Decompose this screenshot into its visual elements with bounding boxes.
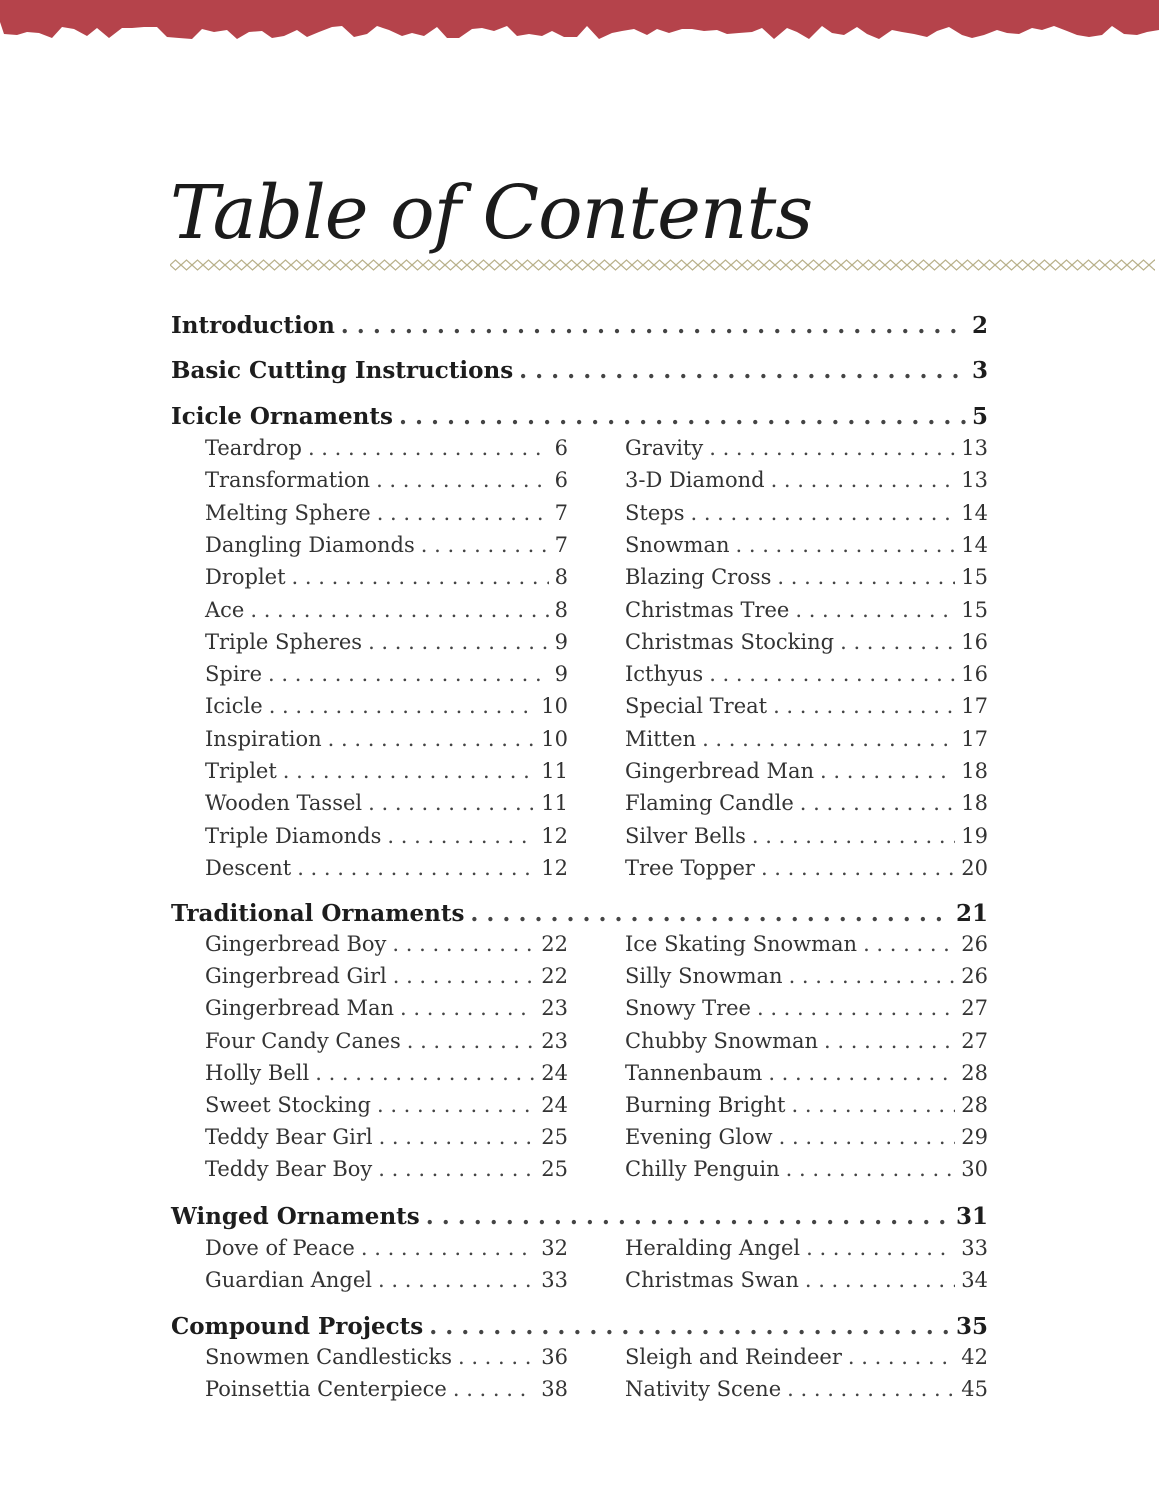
toc-entry-row[interactable]	[625, 964, 988, 988]
entry-page-number: 45	[961, 1377, 988, 1402]
entry-page-number: 8	[554, 597, 568, 622]
entry-page-number: 11	[541, 759, 568, 783]
entry-title: Triple Spheres	[205, 629, 363, 654]
entry-title: Sweet Stocking	[205, 1093, 371, 1117]
toc-entry-row[interactable]	[205, 598, 568, 622]
toc-entry-row[interactable]	[205, 1268, 568, 1292]
entry-page-number: 7	[554, 500, 568, 525]
toc-entry-row[interactable]	[625, 1345, 988, 1369]
section-page-number: 5	[971, 403, 988, 430]
entry-page-number: 27	[961, 996, 988, 1021]
entry-title: Snowman	[625, 532, 730, 557]
entry-page-number: 28	[961, 1060, 988, 1085]
dot-leader	[378, 1157, 535, 1181]
entry-page-number: 38	[541, 1377, 568, 1402]
dot-leader	[806, 1236, 955, 1260]
entry-title: Holly Bell	[205, 1060, 310, 1085]
entry-page-number: 15	[961, 565, 988, 590]
entry-title: Christmas Tree	[625, 597, 790, 622]
entry-page-number: 36	[541, 1345, 568, 1369]
entry-title: Transformation	[205, 468, 371, 493]
toc-entry-row[interactable]	[625, 436, 988, 460]
dot-leader	[690, 501, 955, 525]
entry-page-number: 26	[961, 964, 988, 989]
dot-leader	[795, 598, 955, 622]
toc-entry-row[interactable]	[625, 630, 988, 654]
dot-leader	[377, 501, 549, 525]
toc-entry-row[interactable]	[205, 1236, 568, 1260]
dot-leader	[376, 468, 549, 492]
dot-leader	[283, 759, 535, 783]
dot-leader	[470, 900, 950, 927]
toc-entry-row[interactable]	[625, 1093, 988, 1117]
entry-page-number: 13	[961, 436, 988, 460]
dot-leader	[392, 932, 535, 956]
section-title: Compound Projects	[171, 1313, 424, 1340]
toc-section-row[interactable]	[171, 403, 988, 430]
entry-page-number: 19	[961, 823, 988, 848]
toc-entry-row[interactable]	[205, 996, 568, 1020]
dot-leader	[709, 662, 955, 686]
dot-leader	[752, 824, 955, 848]
dot-leader	[387, 824, 535, 848]
toc-entry-row[interactable]	[625, 565, 988, 589]
entry-page-number: 16	[961, 629, 988, 654]
dot-leader	[800, 791, 955, 815]
entry-title: Chubby Snowman	[625, 1028, 819, 1053]
entry-page-number: 23	[541, 996, 568, 1021]
toc-entry-row[interactable]	[625, 996, 988, 1020]
dot-leader	[268, 662, 549, 686]
section-page-number: 35	[955, 1313, 988, 1340]
entry-title: Icicle	[205, 694, 263, 719]
toc-section-row[interactable]	[171, 357, 988, 384]
entry-title: Nativity Scene	[625, 1377, 782, 1402]
toc-entry-row[interactable]	[625, 759, 988, 783]
toc-entry-row[interactable]	[205, 533, 568, 557]
toc-entry-row[interactable]	[205, 791, 568, 815]
dot-leader	[292, 565, 549, 589]
dot-leader	[429, 1313, 950, 1340]
entry-page-number: 6	[554, 468, 568, 493]
entry-title: Christmas Stocking	[625, 629, 835, 654]
section-page-number: 31	[955, 1203, 988, 1230]
entry-page-number: 11	[541, 791, 568, 816]
title-decorative-border	[170, 258, 1155, 272]
toc-entry-row[interactable]	[205, 1157, 568, 1181]
entry-page-number: 30	[961, 1157, 988, 1182]
dot-leader	[786, 1157, 956, 1181]
toc-entry-row[interactable]	[205, 565, 568, 589]
section-title: Basic Cutting Instructions	[171, 357, 514, 384]
dot-leader	[315, 1061, 535, 1085]
dot-leader	[779, 1125, 956, 1149]
entry-title: Evening Glow	[625, 1125, 773, 1150]
dot-leader	[791, 1093, 955, 1117]
section-title: Icicle Ornaments	[171, 403, 393, 430]
toc-entry-row[interactable]	[625, 468, 988, 492]
toc-entry-row[interactable]	[625, 727, 988, 751]
toc-entry-row[interactable]	[625, 1157, 988, 1181]
toc-entry-row[interactable]	[625, 791, 988, 815]
page-title: Table of Contents	[170, 170, 813, 256]
toc-entry-row[interactable]	[205, 501, 568, 525]
entry-title: Gingerbread Boy	[205, 932, 387, 956]
dot-leader	[250, 598, 548, 622]
entry-page-number: 27	[961, 1028, 988, 1053]
entry-page-number: 33	[961, 1236, 988, 1260]
entry-page-number: 7	[554, 532, 568, 557]
entry-page-number: 42	[961, 1345, 988, 1369]
dot-leader	[777, 565, 955, 589]
toc-entry-row[interactable]	[205, 964, 568, 988]
dot-leader	[308, 436, 549, 460]
entry-title: Christmas Swan	[625, 1268, 799, 1293]
dot-leader	[863, 932, 955, 956]
dot-leader	[820, 759, 955, 783]
entry-title: Dove of Peace	[205, 1236, 355, 1260]
toc-entry-row[interactable]	[205, 1093, 568, 1117]
entry-title: Inspiration	[205, 726, 322, 751]
entry-title: Wooden Tassel	[205, 791, 363, 816]
entry-page-number: 33	[541, 1268, 568, 1293]
entry-title: Triplet	[205, 759, 277, 783]
dot-leader	[736, 533, 956, 557]
dot-leader	[361, 1236, 535, 1260]
entry-page-number: 6	[554, 436, 568, 460]
dot-leader	[426, 1203, 950, 1230]
entry-page-number: 22	[541, 932, 568, 956]
toc-entry-row[interactable]	[205, 824, 568, 848]
dot-leader	[805, 1268, 955, 1292]
entry-page-number: 16	[961, 662, 988, 687]
entry-page-number: 20	[961, 855, 988, 880]
toc-entry-row[interactable]	[625, 1236, 988, 1260]
toc-entry-row[interactable]	[205, 468, 568, 492]
toc-entry-row[interactable]	[205, 1061, 568, 1085]
entry-page-number: 17	[961, 694, 988, 719]
entry-page-number: 24	[541, 1060, 568, 1085]
toc-section-row[interactable]	[171, 1313, 988, 1340]
entry-page-number: 9	[554, 629, 568, 654]
toc-entry-row[interactable]	[205, 694, 568, 718]
entry-page-number: 22	[541, 964, 568, 989]
entry-page-number: 23	[541, 1028, 568, 1053]
dot-leader	[709, 436, 955, 460]
entry-title: Four Candy Canes	[205, 1028, 401, 1053]
toc-section-row[interactable]	[171, 1203, 988, 1230]
dot-leader	[393, 964, 536, 988]
dot-leader	[328, 727, 536, 751]
entry-title: Snowmen Candlesticks	[205, 1345, 452, 1369]
entry-page-number: 8	[554, 565, 568, 590]
top-brush-band	[0, 0, 1159, 44]
entry-page-number: 12	[541, 823, 568, 848]
entry-page-number: 17	[961, 726, 988, 751]
entry-page-number: 12	[541, 855, 568, 880]
entry-page-number: 15	[961, 597, 988, 622]
toc-entry-row[interactable]	[625, 856, 988, 880]
section-title: Winged Ornaments	[171, 1203, 420, 1230]
entry-title: Snowy Tree	[625, 996, 751, 1021]
entry-page-number: 13	[961, 468, 988, 493]
entry-title: Gravity	[625, 436, 704, 460]
entry-title: Guardian Angel	[205, 1268, 373, 1293]
entry-page-number: 25	[541, 1125, 568, 1150]
entry-title: Silly Snowman	[625, 964, 783, 989]
section-page-number: 3	[971, 357, 988, 384]
toc-entry-row[interactable]	[625, 598, 988, 622]
dot-leader	[378, 1268, 535, 1292]
toc-entry-row[interactable]	[205, 727, 568, 751]
dot-leader	[269, 694, 536, 718]
entry-page-number: 10	[541, 694, 568, 719]
entry-title: Blazing Cross	[625, 565, 772, 590]
entry-title: Tannenbaum	[625, 1060, 763, 1085]
toc-entry-row[interactable]	[205, 759, 568, 783]
entry-page-number: 24	[541, 1093, 568, 1117]
toc-section-row[interactable]	[171, 900, 988, 927]
dot-leader	[453, 1377, 535, 1401]
toc-entry-row[interactable]	[625, 662, 988, 686]
dot-leader	[757, 996, 955, 1020]
entry-title: Special Treat	[625, 694, 768, 719]
section-title: Traditional Ornaments	[171, 900, 465, 927]
toc-entry-row[interactable]	[625, 1061, 988, 1085]
dot-leader	[519, 357, 966, 384]
entry-title: Melting Sphere	[205, 500, 371, 525]
dot-leader	[368, 630, 549, 654]
toc-entry-row[interactable]	[625, 533, 988, 557]
dot-leader	[824, 1029, 955, 1053]
entry-title: Spire	[205, 662, 263, 687]
dot-leader	[702, 727, 955, 751]
section-title: Introduction	[171, 312, 335, 339]
entry-page-number: 14	[961, 500, 988, 525]
dot-leader	[400, 996, 535, 1020]
entry-title: Burning Bright	[625, 1093, 786, 1117]
toc-section-row[interactable]	[171, 312, 988, 339]
entry-title: Silver Bells	[625, 823, 746, 848]
dot-leader	[399, 403, 966, 430]
dot-leader	[421, 533, 549, 557]
dot-leader	[379, 1125, 536, 1149]
entry-title: Descent	[205, 855, 292, 880]
toc-entry-row[interactable]	[205, 1029, 568, 1053]
entry-title: Icthyus	[625, 662, 704, 687]
toc-entry-row[interactable]	[625, 694, 988, 718]
entry-title: Gingerbread Man	[625, 759, 815, 783]
dot-leader	[341, 312, 966, 339]
entry-page-number: 34	[961, 1268, 988, 1293]
entry-page-number: 10	[541, 726, 568, 751]
entry-title: Sleigh and Reindeer	[625, 1345, 842, 1369]
entry-title: Ice Skating Snowman	[625, 932, 858, 956]
entry-title: Gingerbread Man	[205, 996, 395, 1021]
entry-title: Dangling Diamonds	[205, 532, 415, 557]
toc-entry-row[interactable]	[205, 1345, 568, 1369]
dot-leader	[377, 1093, 535, 1117]
entry-title: 3-D Diamond	[625, 468, 765, 493]
entry-title: Mitten	[625, 726, 697, 751]
section-page-number: 2	[971, 312, 988, 339]
toc-entry-row[interactable]	[205, 932, 568, 956]
entry-title: Chilly Penguin	[625, 1157, 780, 1182]
dot-leader	[771, 468, 956, 492]
entry-title: Teddy Bear Girl	[205, 1125, 373, 1150]
entry-title: Teardrop	[205, 436, 302, 460]
entry-page-number: 26	[961, 932, 988, 956]
entry-page-number: 28	[961, 1093, 988, 1117]
toc-entry-row[interactable]	[625, 932, 988, 956]
dot-leader	[848, 1345, 955, 1369]
dot-leader	[840, 630, 955, 654]
dot-leader	[789, 964, 956, 988]
dot-leader	[407, 1029, 536, 1053]
entry-page-number: 9	[554, 662, 568, 687]
entry-title: Gingerbread Girl	[205, 964, 387, 989]
dot-leader	[773, 694, 955, 718]
entry-title: Heralding Angel	[625, 1236, 801, 1260]
entry-title: Ace	[205, 597, 245, 622]
toc-entry-row[interactable]	[625, 1029, 988, 1053]
entry-page-number: 18	[961, 791, 988, 816]
entry-title: Droplet	[205, 565, 286, 590]
entry-title: Teddy Bear Boy	[205, 1157, 373, 1182]
entry-page-number: 14	[961, 532, 988, 557]
toc-entry-row[interactable]	[205, 856, 568, 880]
entry-title: Triple Diamonds	[205, 823, 382, 848]
toc-entry-row[interactable]	[625, 1125, 988, 1149]
entry-page-number: 32	[541, 1236, 568, 1260]
entry-title: Poinsettia Centerpiece	[205, 1377, 447, 1402]
entry-title: Flaming Candle	[625, 791, 794, 816]
toc-entry-row[interactable]	[625, 824, 988, 848]
entry-page-number: 18	[961, 759, 988, 783]
entry-page-number: 29	[961, 1125, 988, 1150]
toc-entry-row[interactable]	[205, 436, 568, 460]
toc-entry-row[interactable]	[205, 630, 568, 654]
dot-leader	[768, 1061, 955, 1085]
entry-page-number: 25	[541, 1157, 568, 1182]
entry-title: Tree Topper	[625, 855, 755, 880]
entry-title: Steps	[625, 500, 685, 525]
section-page-number: 21	[955, 900, 988, 927]
dot-leader	[787, 1377, 955, 1401]
dot-leader	[761, 856, 955, 880]
toc-entry-row[interactable]	[625, 501, 988, 525]
toc-entry-row[interactable]	[625, 1268, 988, 1292]
dot-leader	[458, 1345, 535, 1369]
toc-entry-row[interactable]	[205, 1125, 568, 1149]
dot-leader	[368, 791, 535, 815]
toc-entry-row[interactable]	[205, 662, 568, 686]
toc-entry-row[interactable]	[205, 1377, 568, 1401]
dot-leader	[297, 856, 535, 880]
toc-entry-row[interactable]	[625, 1377, 988, 1401]
